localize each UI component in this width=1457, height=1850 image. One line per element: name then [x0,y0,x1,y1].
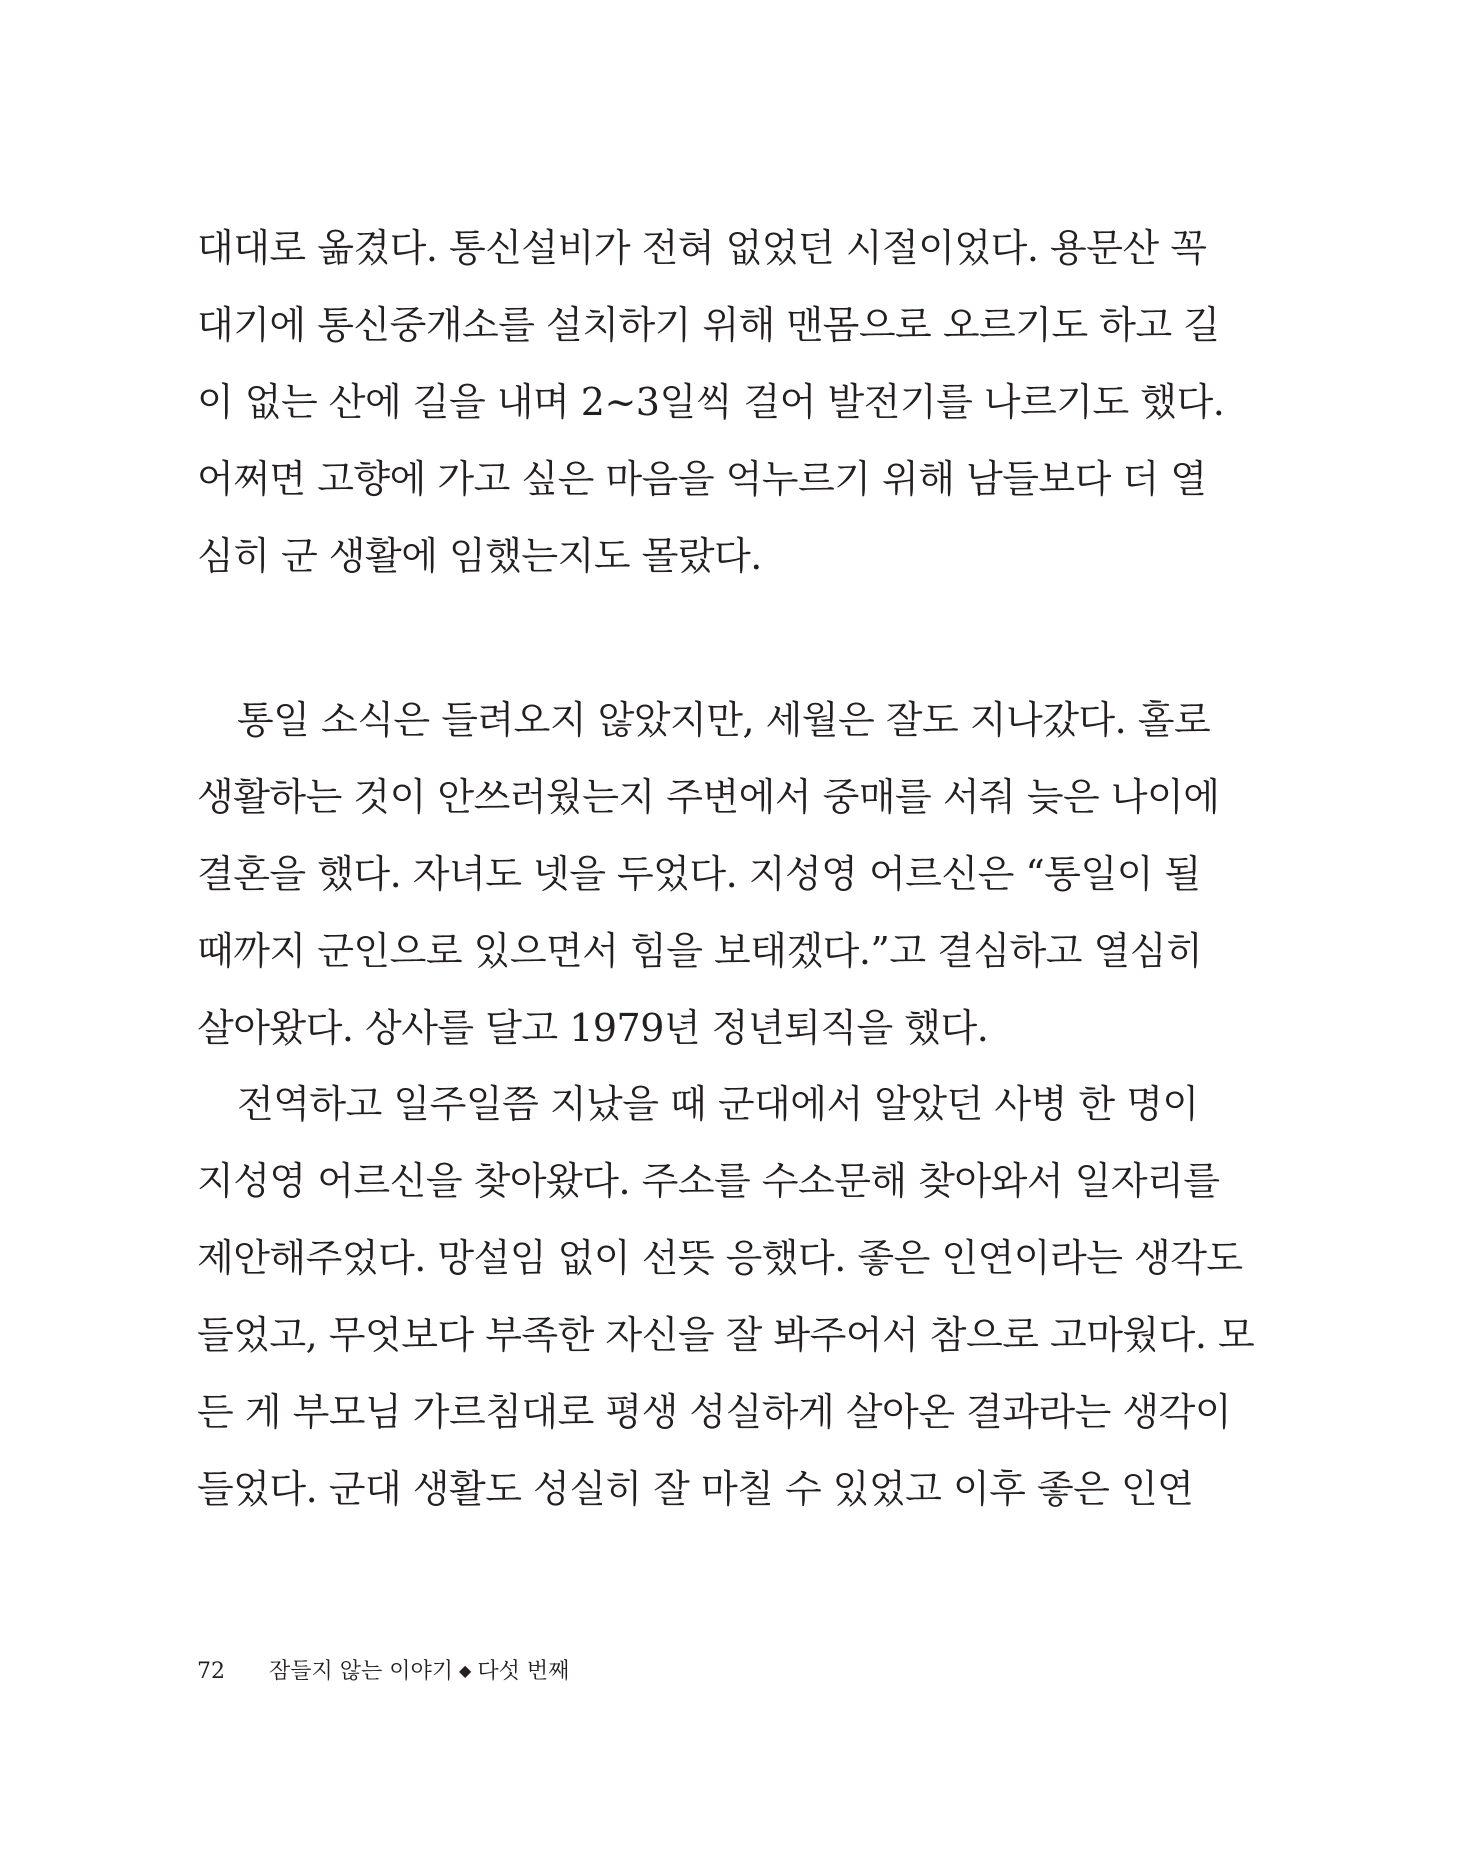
text-line: 들었다. 군대 생활도 성실히 잘 마칠 수 있었고 이후 좋은 인연 [197,1467,1194,1511]
text-line: 심히 군 생활에 임했는지도 몰랐다. [197,534,762,578]
text-line: 통일 소식은 들려오지 않았지만, 세월은 잘도 지나갔다. 홀로 [237,698,1211,742]
page-footer [197,1656,569,1687]
text-line: 대대로 옮겼다. 통신설비가 전혀 없었던 시절이었다. 용문산 꼭 [197,226,1207,270]
text-line: 생활하는 것이 안쓰러웠는지 주변에서 중매를 서줘 늦은 나이에 [197,775,1220,819]
text-line: 든 게 부모님 가르침대로 평생 성실하게 살아온 결과라는 생각이 [197,1390,1232,1434]
text-line: 들었고, 무엇보다 부족한 자신을 잘 봐주어서 참으로 고마웠다. 모 [197,1313,1255,1357]
text-line: 어쩌면 고향에 가고 싶은 마음을 억누르기 위해 남들보다 더 열 [197,457,1207,501]
paragraph [197,1066,1255,1528]
volume-label: 다섯 번째 [477,1659,570,1684]
text-line: 살아왔다. 상사를 달고 1979년 정년퇴직을 했다. [197,1006,989,1050]
text-line: 이 없는 산에 길을 내며 2~3일씩 걸어 발전기를 나르기도 했다. [197,380,1225,424]
text-line: 결혼을 했다. 자녀도 넷을 두었다. 지성영 어르신은 “통일이 될 [197,852,1201,896]
diamond-separator-icon: ◆ [459,1661,472,1680]
paragraph [197,210,1225,595]
book-title: 잠들지 않는 이야기 [269,1659,454,1684]
text-line: 제안해주었다. 망설임 없이 선뜻 응했다. 좋은 인연이라는 생각도 [197,1236,1243,1280]
text-line: 전역하고 일주일쯤 지났을 때 군대에서 알았던 사병 한 명이 [237,1082,1199,1126]
page-number: 72 [197,1659,225,1684]
text-line: 대기에 통신중개소를 설치하기 위해 맨몸으로 오르기도 하고 길 [197,303,1220,347]
paragraph [197,682,1220,1067]
text-line: 지성영 어르신을 찾아왔다. 주소를 수소문해 찾아와서 일자리를 [197,1159,1220,1203]
text-line: 때까지 군인으로 있으면서 힘을 보태겠다.”고 결심하고 열심히 [197,929,1203,973]
